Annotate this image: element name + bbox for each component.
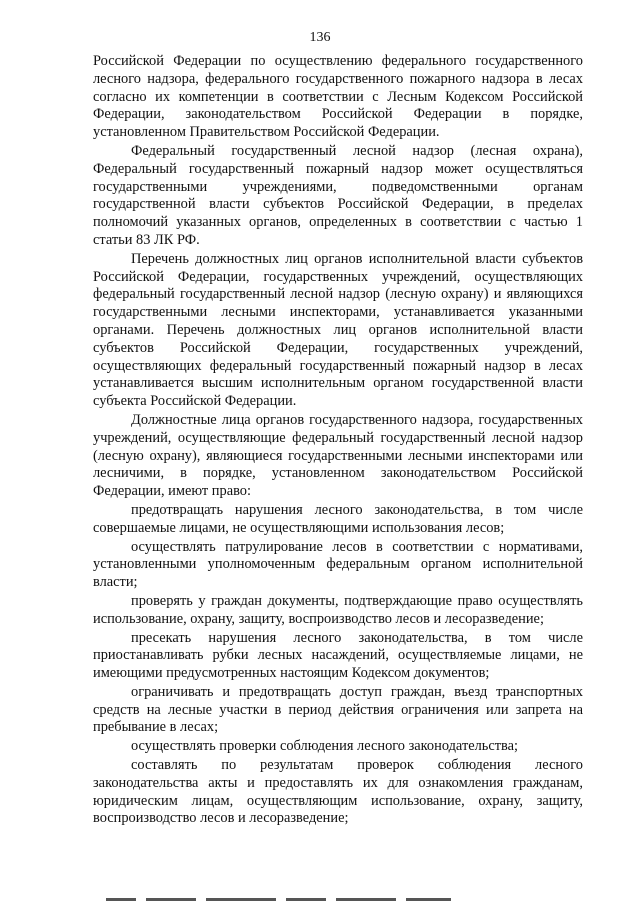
list-item-check-documents: проверять у граждан документы, подтверждающие право осуществлять использование, охрану, защиту, воспроизводство лесов и лесоразведение; <box>93 592 583 627</box>
paragraph-forest-supervision: Федеральный государственный лесной надзор (лесная охрана), Федеральный государственный пожарный надзор может осуществляться государственными учреждениями, подведомственными органам государственной власти субъектов Российской Федерации, в пределах полномочий указанных органов, определенных в соответствии с частью 1 статьи 83 ЛК РФ. <box>93 142 583 248</box>
document-body <box>93 53 583 828</box>
list-item-patrol-forests: осуществлять патрулирование лесов в соответствии с нормативами, установленными уполномоченным федеральным органом исполнительной власти; <box>93 538 583 591</box>
list-item-conduct-inspections: осуществлять проверки соблюдения лесного законодательства; <box>131 738 519 755</box>
list-item-stop-violations: пресекать нарушения лесного законодательства, в том числе приостанавливать рубки лесных насаждений, осуществляемые лицами, не имеющими предусмотренных настоящим Кодексом документов; <box>93 629 583 682</box>
paragraph-rights-intro: Должностные лица органов государственного надзора, государственных учреждений, осуществляющие федеральный государственный лесной надзор (лесную охрану), являющиеся государственными лесными инспекторами или лесничими, в порядке, установленном законодательством Российской Федерации, имеют право: <box>93 411 583 500</box>
list-item-draw-up-acts: составлять по результатам проверок соблюдения лесного законодательства акты и предоставлять их для ознакомления гражданам, юридическим лицам, осуществляющим использование, охрану, защиту, воспроизводство лесов и лесоразведение; <box>93 757 583 827</box>
cut-off-next-line <box>106 894 506 902</box>
page-number: 136 <box>309 30 331 45</box>
list-item-prevent-violations: предотвращать нарушения лесного законодательства, в том числе совершаемые лицами, не осуществляющими использования лесов; <box>93 501 583 536</box>
paragraph-continuation: Российской Федерации по осуществлению федерального государственного лесного надзора, федерального государственного пожарного надзора в лесах согласно их компетенции в соответствии с Лесным Кодексом Российской Федерации, законодательством Российской Федерации в порядке, установленном Правительством Российской Федерации. <box>93 53 583 141</box>
paragraph-officials-list: Перечень должностных лиц органов исполнительной власти субъектов Российской Федерации, государственных учреждений, осуществляющих федеральный государственный лесной надзор (лесную охрану) и являющихся государственными лесными инспекторами, устанавливается указанными органами. Перечень должностных лиц органов исполнительной власти субъектов Российской Федерации, государственных учреждений, осуществляющих федеральный государственный пожарный надзор в лесах устанавливается высшим исполнительным органом государственной власти субъекта Российской Федерации. <box>93 250 583 410</box>
list-item-restrict-access: ограничивать и предотвращать доступ граждан, въезд транспортных средств на лесные участки в период действия ограничения или запрета на пребывание в лесах; <box>93 683 583 736</box>
